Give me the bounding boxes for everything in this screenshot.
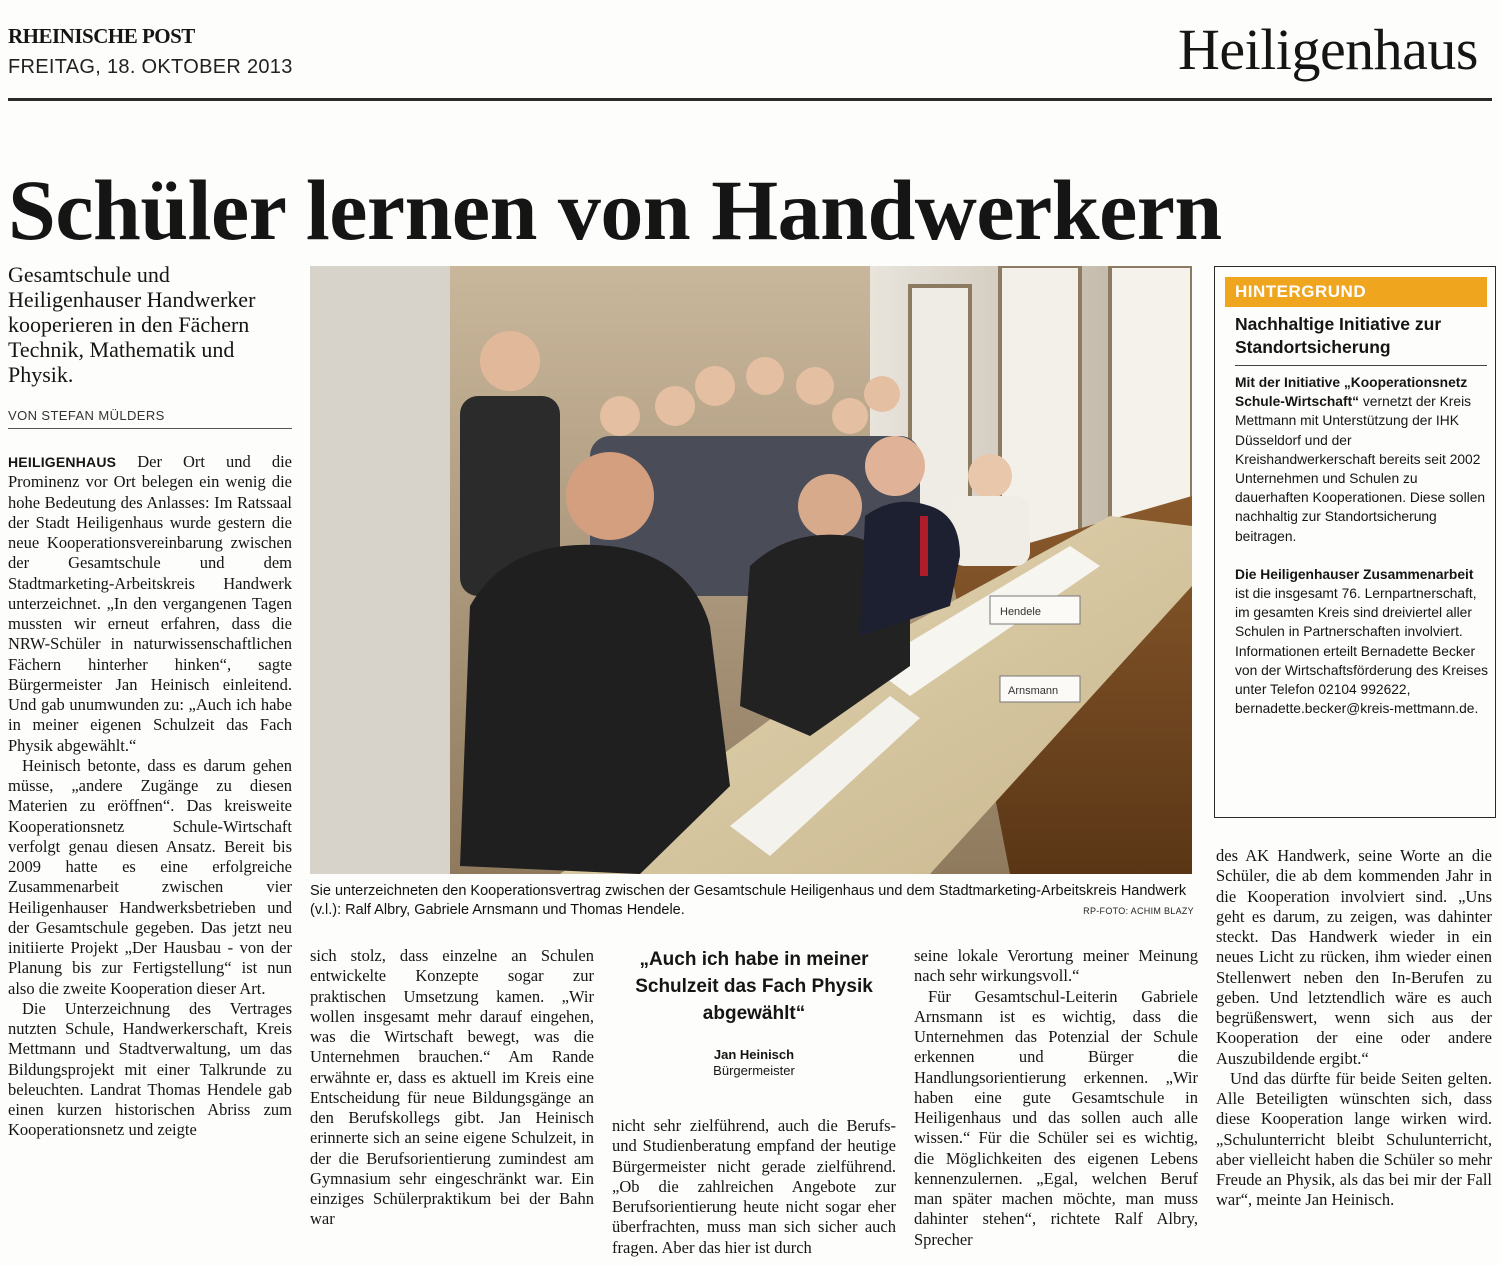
info-box-tag: HINTERGRUND — [1225, 277, 1487, 307]
article-column-4 — [914, 946, 1198, 1250]
article-paragraph-6: seine lokale Verortung meiner Meinung nach sehr wirkungsvoll.“ — [914, 946, 1198, 986]
info-box-title: Nachhaltige Initiative zur Standortsicherung — [1235, 314, 1442, 357]
section-title: Heiligenhaus — [1177, 17, 1478, 82]
photo-caption: Sie unterzeichneten den Kooperationsvertrag zwischen der Gesamtschule Heiligenhaus und dem Stadtmarketing-Arbeitskreis Handwerk (v.l.): Ralf Albry, Gabriele Arnsmann und Thomas Hendele. — [310, 883, 1187, 918]
info-box-paragraph-1-lead: Mit der Initiative „Kooperationsnetz Schule-Wirtschaft“ — [1235, 375, 1468, 410]
pull-quote-role: Bürgermeister — [713, 1063, 795, 1078]
article-column-5 — [1216, 846, 1492, 1211]
info-box-body — [1235, 373, 1491, 718]
name-card-arnsmann: Arnsmann — [1008, 685, 1059, 697]
photo-signing-scene — [310, 266, 1192, 874]
issue-date: FREITAG, 18. OKTOBER 2013 — [8, 56, 293, 78]
photo-credit: RP-FOTO: ACHIM BLAZY — [1083, 906, 1194, 916]
article-headline: Schüler lernen von Handwerkern — [8, 162, 1222, 258]
pull-quote — [612, 946, 896, 1079]
article-paragraph-3: Die Unterzeichnung des Vertrages nutzten Schule, Handwerkerschaft, Kreis Mettmann und Stadtverwaltung, um das Bildungsprojekt mit einer Talkrunde zu beleuchten. Landrat Thomas Hendele gab einen kurzen historischen Abriss zum Kooperationsnetz und zeigte — [8, 998, 292, 1140]
pull-quote-name: Jan Heinisch — [713, 1047, 795, 1062]
article-subhead: Gesamtschule und Heiligenhauser Handwerker kooperieren in den Fächern Technik, Mathematik und Physik. — [8, 262, 256, 387]
info-box-paragraph-2-lead: Die Heiligenhauser Zusammenarbeit — [1235, 566, 1474, 582]
info-box-paragraph-1-text: vernetzt der Kreis Mettmann mit Unterstützung der IHK Düsseldorf und der Kreishandwerkerschaft bereits seit 2002 Unternehmen und Schulen zu dauerhaften Kooperationen. Diese sollen nachhaltig zur Standortsicherung beitragen. — [1235, 394, 1486, 544]
article-photo — [310, 266, 1192, 874]
article-paragraph-9: Und das dürfte für beide Seiten gelten. Alle Beteiligten wünschten sich, dass diese Kooperation lange wirken wird. „Schulunterricht bleibt Schulunterricht, aber vielleicht haben die Schüler so mehr Freude an Physik, als das bei mir der Fall war“, meinte Jan Heinisch. — [1216, 1068, 1492, 1210]
article-dateline: HEILIGENHAUS — [8, 454, 117, 470]
masthead-divider — [8, 98, 1492, 101]
article-paragraph-2: Heinisch betonte, dass es darum gehen müsse, „andere Zugänge zu diesen Materien zu eröffnen“. Das kreisweite Kooperationsnetz Schule-Wirtschaft verfolgt genau diesen Ansatz. Bereit bis 2009 hatte es eine erfolgreiche Zusammenarbeit zwischen vier Heiligenhauser Handwerksbetrieben und der Gesamtschule gegeben. Das jetzt neu initiierte Projekt „Der Hausbau - von der Planung bis zur Fertigstellung“ ist nun also die zweite Kooperation dieser Art. — [8, 755, 292, 998]
newspaper-name: RHEINISCHE POST — [8, 24, 195, 48]
article-byline: VON STEFAN MÜLDERS — [8, 408, 165, 423]
article-column-2 — [310, 946, 594, 1230]
article-column-3 — [612, 1116, 896, 1258]
info-box-divider — [1235, 365, 1487, 366]
article-paragraph-8: des AK Handwerk, seine Worte an die Schüler, die ab dem kommenden Jahr in die Kooperation involviert sind. „Uns geht es darum, zu zeigen, was dahinter steckt. Das Handwerk wieder in ein neues Licht zu rücken, ihm wieder einen Stellenwert neben den In-Berufen zu geben. Und letztendlich wäre es auch begrüßenswert, wenn sich aus der Kooperation der eine oder andere Auszubildende ergibt.“ — [1216, 846, 1492, 1068]
info-box-paragraph-2 — [1235, 565, 1491, 719]
article-paragraph-4: sich stolz, dass einzelne an Schulen entwickelte Konzepte sogar zur praktischen Umsetzung kamen. „Wir wollen insgesamt mehr darauf eingehen, was die Wirtschaft bewegt, was die Unternehmen brauchen.“ Am Rande erwähnte er, dass es aktuell im Kreis eine Entscheidung für neue Bildungsgänge an den Berufskollegs gibt. Jan Heinisch erinnerte sich an seine eigene Schulzeit, in der die Berufsorientierung zumindest am Gymnasium sehr eingeschränkt war. Ein einziges Schülerpraktikum bei der Bahn war — [310, 946, 594, 1229]
pull-quote-text: „Auch ich habe in meiner Schulzeit das Fach Physik abgewählt“ — [635, 949, 873, 1024]
info-box — [1214, 266, 1496, 818]
masthead — [8, 10, 1492, 104]
info-box-paragraph-1 — [1235, 373, 1491, 546]
article-paragraph-7: Für Gesamtschul-Leiterin Gabriele Arnsmann ist es wichtig, dass die Unternehmen das Potenzial der Schule erkennen und Bürger die Handlungsorientierung erkennen. „Wir haben eine gute Gesamtschule in Heiligenhaus und das sollen auch alle wissen.“ Für die Schüler sei es wichtig, die Möglichkeiten des eigenen Lebens kennenzulernen. „Egal, welchen Beruf man später machen möchte, man muss dahinter stehen“, richtete Ralf Albry, Sprecher — [914, 986, 1198, 1249]
name-card-hendele: Hendele — [1000, 606, 1041, 618]
info-box-paragraph-2-text: ist die insgesamt 76. Lernpartnerschaft, im gesamten Kreis sind dreiviertel aller Schulen in Partnerschaften involviert. Informationen erteilt Bernadette Becker von der Wirtschaftsförderung des Kreises unter Telefon 02104 992622, bernadette.becker@kreis-mettmann.de. — [1235, 586, 1489, 717]
byline-divider — [8, 428, 292, 429]
article-paragraph-5: nicht sehr zielführend, auch die Berufs- und Studienberatung empfand der heutige Bürgermeister nicht gerade zielführend. „Ob die zahlreichen Angebote zur Berufsorientierung heute nicht sogar eher überfrachten, muss man sich sicher auch fragen. Aber das hier ist durch — [612, 1116, 896, 1257]
article-paragraph-1-text: Der Ort und die Prominenz vor Ort belegen ein wenig die hohe Bedeutung des Anlasses: Im Ratssaal der Stadt Heiligenhaus wurde gestern die neue Kooperationsvereinbarung zwischen der Gesamtschule und dem Stadtmarketing-Arbeitskreis Handwerk unterzeichnet. „In den vergangenen Tagen mussten wir erneut erfahren, dass die NRW-Schüler in naturwissenschaftlichen Fächern hinterher hinken“, sagte Bürgermeister Jan Heinisch einleitend. Und gab unumwunden zu: „Auch ich habe in meiner eigenen Schulzeit das Fach Physik abgewählt.“ — [8, 452, 292, 755]
article-column-1 — [8, 452, 292, 1141]
article-paragraph-1 — [8, 452, 292, 756]
